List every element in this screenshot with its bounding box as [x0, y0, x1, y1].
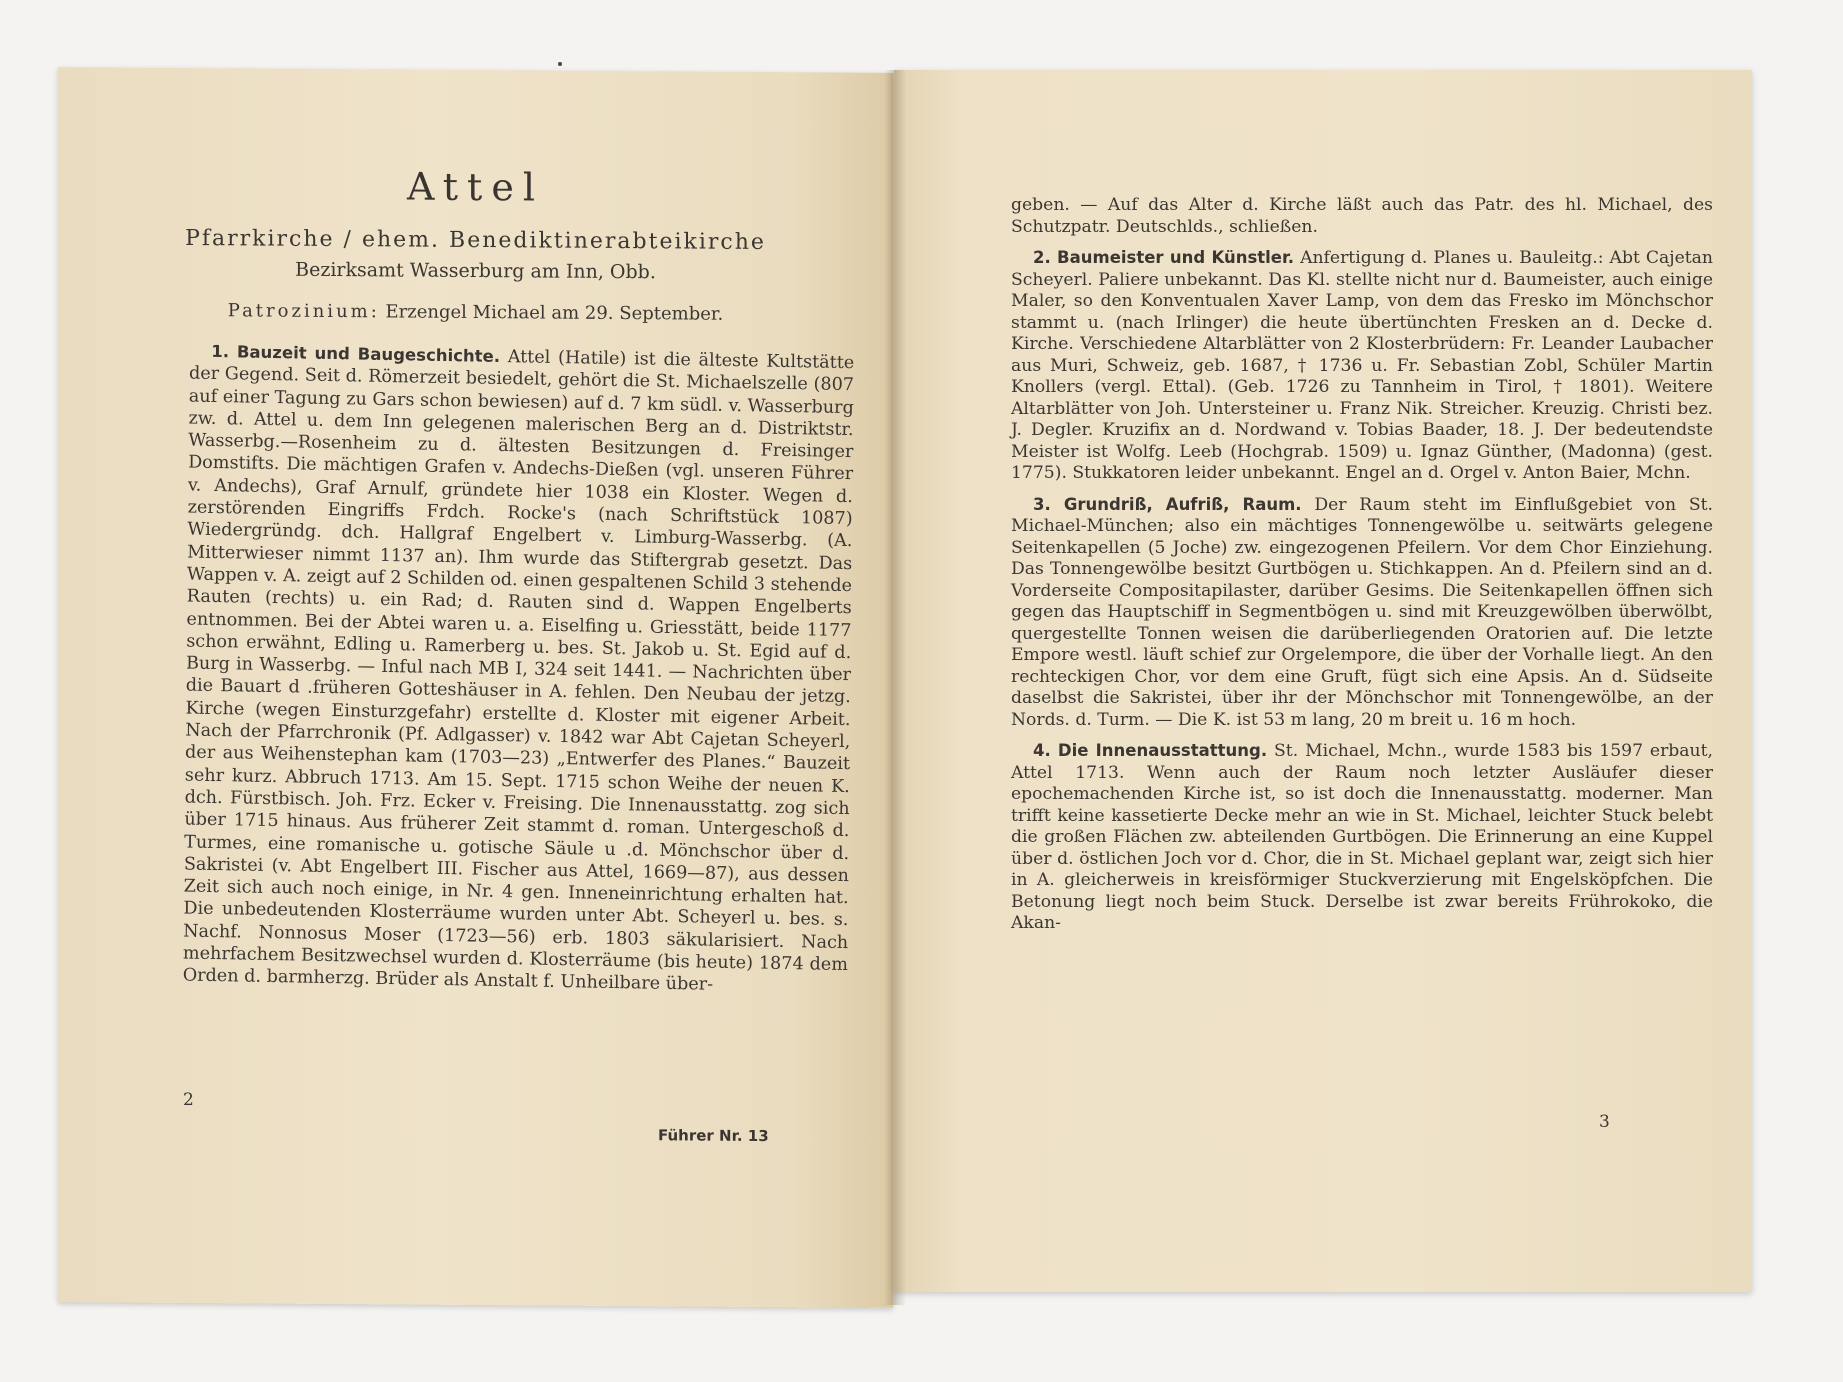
- district-line: Bezirksamt Wasserburg am Inn, Obb.: [295, 258, 656, 284]
- guide-number-footer: Führer Nr. 13: [658, 1126, 769, 1146]
- book-gutter: [884, 70, 906, 1305]
- page-number-right: 3: [1599, 1112, 1610, 1132]
- page-number-left: 2: [183, 1089, 194, 1111]
- section-3-heading: 3. Grundriß, Aufriß, Raum.: [1033, 494, 1302, 514]
- paper-speck: [558, 62, 562, 66]
- section-2: [1011, 247, 1713, 485]
- right-page: [894, 70, 1752, 1292]
- section-3: [1011, 494, 1713, 732]
- page-title: Attel: [407, 164, 544, 210]
- section-1-paragraph: [183, 341, 855, 999]
- church-subtitle: Pfarrkirche / ehem. Benediktinerabteikirche: [185, 225, 766, 256]
- section-1-heading: 1. Bauzeit und Baugeschichte.: [211, 341, 501, 366]
- section-1-text: Attel (Hatile) ist die älteste Kultstätte der Gegend. Seit d. Römerzeit besiedelt, gehört die St. Michaelszelle (807 auf einer Tagung zu Gars schon bewiesen) auf d. 7 km südl. v. Wasserburg zw. d. Attel u. dem Inn gelegenen malerischen Berg an d. Distriktstr. Wasserbg.—Rosenheim zu d. ältesten Besitzungen d. Freisinger Domstifts. Die mächtigen Grafen v. Andechs-Dießen (vgl. unseren Führer v. Andechs), Graf Arnulf, gründete hier 1038 ein Kloster. Wegen d. zerstörenden Eingriffs Frdch. Rocke's (nach Schriftstück 1087) Wiedergründg. dch. Hallgraf Engelbert v. Limburg-Wasserbg. (A. Mitterwieser nimmt 1137 an). Ihm wurde das Stiftergrab gesetzt. Das Wappen v. A. zeigt auf 2 Schilden od. einen gespaltenen Schild 3 stehende Rauten (rechts) u. ein Rad; d. Rauten sind d. Wappen Engelberts entnommen. Bei der Abtei waren u. a. Eiselfing u. Griesstätt, beide 1177 schon erwähnt, Edling u. Ramerberg u. bes. St. Jakob u. St. Egid auf d. Burg in Wasserbg. — Inful nach MB I, 324 seit 1441. — Nachrichten über die Bauart d .früheren Gotteshäuser in A. fehlen. Den Neubau der jetzg. Kirche (wegen Einsturzgefahr) erstellte d. Kloster mit eigener Arbeit. Nach der Pfarrchronik (Pf. Adlgasser) v. 1842 war Abt Cajetan Scheyerl, der aus Weihenstephan kam (1703—23) „Entwerfer des Planes.“ Bauzeit sehr kurz. Abbruch 1713. Am 15. Sept. 1715 schon Weihe der neuen K. dch. Fürstbisch. Joh. Frz. Ecker v. Freising. Die Innenausstattg. zog sich über 1715 hinaus. Aus früherer Zeit stammt d. roman. Untergeschoß d. Turmes, eine romanische u. gotische Säule u .d. Mönchschor über d. Sakristei (v. Abt Engelbert III. Fischer aus Attel, 1669—87), aus dessen Zeit sich auch noch einige, in Nr. 4 gen. Inneneinrichtung erhalten hat. Die unbedeutenden Klosterräume wurden unter Abt. Scheyerl u. bes. s. Nachf. Nonnosus Moser (1723—56) erb. 1803 säkularisiert. Nach mehrfachem Besitzwechsel wurden d. Klosterräume (bis heute) 1874 dem Orden d. barmherzg. Brüder als Anstalt f. Unheilbare über-: [182, 347, 855, 996]
- continuation-paragraph: geben. — Auf das Alter d. Kirche läßt auch das Patr. des hl. Michael, des Schutzpatr. Deutschlds., schließen.: [1011, 195, 1713, 237]
- right-body: [1011, 195, 1713, 935]
- section-3-text: Der Raum steht im Einflußgebiet von St. Michael-München; also ein mächtiges Tonnengewölbe u. seitwärts gelegene Seitenkapellen (5 Joche) zw. eingezogenen Pfeilern. Vor dem Chor Einziehung. Das Tonnengewölbe besitzt Gurtbögen u. Stichkappen. An d. Pfeilern sind an d. Vorderseite Compositapilaster, darüber Gesims. Die Seitenkapellen öffnen sich gegen das Hauptschiff in Segmentbögen u. sind mit Kreuzgewölben überwölbt, quergestellte Tonnen weisen die darüberliegenden Oratorien auf. Die letzte Empore westl. läuft schief zur Orgelempore, die über der Vorhalle liegt. An den rechteckigen Chor, vor dem eine Gruft, fügt sich eine Apsis. An d. Südseite daselbst die Sakristei, über ihr der Mönchschor mit Tonnengewölbe, an der Nords. d. Turm. — Die K. ist 53 m lang, 20 m breit u. 16 m hoch.: [1011, 494, 1713, 730]
- section-1: [183, 341, 855, 999]
- section-2-text: Anfertigung d. Planes u. Bauleitg.: Abt Cajetan Scheyerl. Paliere unbekannt. Das Kl. stellte nicht nur d. Baumeister, auch einige Maler, so den Konventualen Xaver Lamp, von dem das Fresko im Mönchschor stammt u. (nach Irlinger) die heute übertünchten Fresken an d. Decke d. Kirche. Verschiedene Altarblätter von 2 Klosterbrüdern: Fr. Leander Laubacher aus Muri, Schweiz, geb. 1687, † 1736 u. Fr. Sebastian Zobl, Schüler Martin Knollers (vergl. Ettal). (Geb. 1726 zu Tannheim in Tirol, † 1801). Weitere Altarblätter von Joh. Untersteiner u. Franz Nik. Streicher. Kreuzig. Christi bez. J. Degler. Kruzifix an d. Nordwand v. Tobias Baader, 18. J. Der bedeutendste Meister ist Wolfg. Leeb (Hochgrab. 1509) u. Ignaz Günther, (Madonna) (gest. 1775). Stukkatoren leider unbekannt. Engel an d. Orgel v. Anton Baier, Mchn.: [1011, 248, 1713, 483]
- section-2-heading: 2. Baumeister und Künstler.: [1033, 248, 1295, 267]
- left-page: [58, 67, 893, 1308]
- section-4-heading: 4. Die Innenausstattung.: [1033, 741, 1268, 760]
- patron-label: Patrozinium:: [227, 300, 380, 323]
- patron-value: Erzengel Michael am 29. September.: [385, 301, 724, 325]
- section-4-text: St. Michael, Mchn., wurde 1583 bis 1597 erbaut, Attel 1713. Wenn auch der Raum noch letzter Ausläufer dieser epochemachenden Kirche ist, so ist doch die Innenausstattg. moderner. Man trifft keine kassetierte Decke mehr an wie in St. Michael, leichter Stuck belebt die großen Flächen zw. abteilenden Gurtbögen. Die Erinnerung an eine Kuppel über d. östlichen Joch vor d. Chor, die in St. Michael geplant war, zeigt sich hier in A. gleicherweis in kreisförmiger Stuckverzierung mit Engelsköpfchen. Die Betonung liegt noch beim Stuck. Derselbe ist zwar bereits Frührokoko, die Akan-: [1011, 741, 1713, 933]
- section-4: [1011, 740, 1713, 935]
- patron-line: [58, 299, 893, 326]
